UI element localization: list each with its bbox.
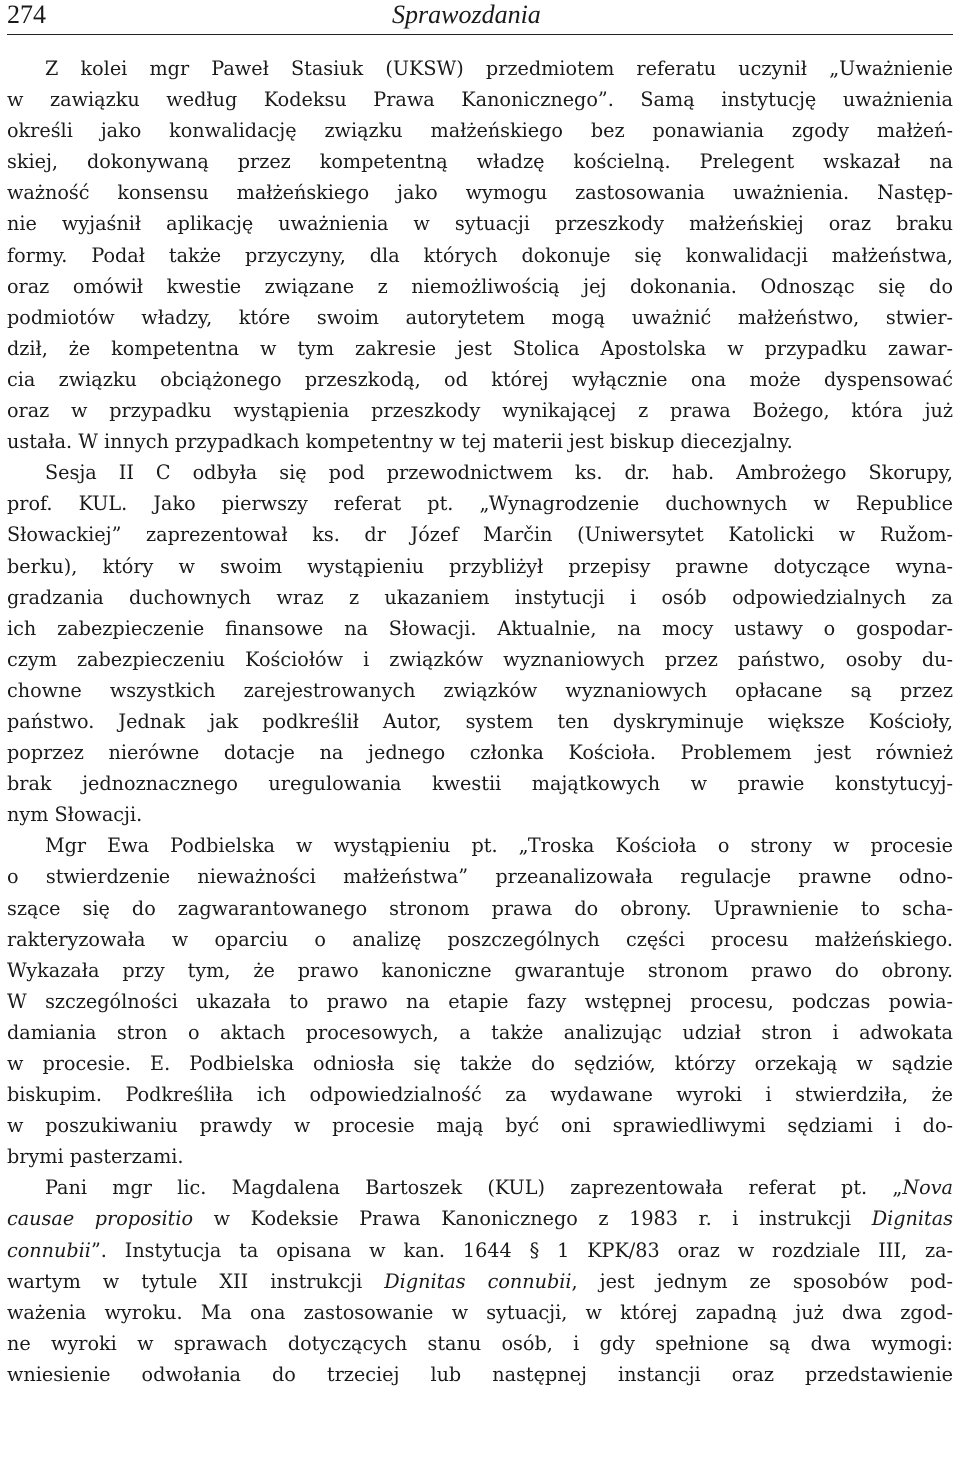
text-line: państwo. Jednak jak podkreślił Autor, system ten dyskryminuje większe Kościoły, (7, 709, 953, 733)
text-line: chowne wszystkich zarejestrowanych związków wyznaniowych opłacane są przez (7, 678, 953, 702)
text-line: nym Słowacji. (7, 803, 143, 827)
text-line: Słowackiej” zaprezentował ks. dr Józef Marčin (Uniwersytet Katolicki w Ružom- (7, 523, 953, 547)
text-line: określi jako konwalidację związku małżeńskiego bez ponawiania zgody małżeń- (7, 119, 953, 143)
text-line: prof. KUL. Jako pierwszy referat pt. „Wynagrodzenie duchownych w Republice (7, 492, 953, 516)
text-line: Wykazała przy tym, że prawo kanoniczne gwarantuje stronom prawo do obrony. (7, 958, 953, 982)
text-line: Mgr Ewa Podbielska w wystąpieniu pt. „Troska Kościoła o strony w procesie (45, 834, 953, 858)
text-line: w zawiązku według Kodeksu Prawa Kanonicznego”. Samą instytucję uważnienia (7, 88, 953, 112)
text-line: formy. Podał także przyczyny, dla których dokonuje się konwalidacji małżeństwa, (7, 243, 953, 267)
text-line: gradzania duchownych wraz z ukazaniem instytucji i osób odpowiedzialnych za (7, 585, 953, 609)
text-line: szące się do zagwarantowanego stronom prawa do obrony. Uprawnienie to scha- (7, 896, 953, 920)
text-line: o stwierdzenie nieważności małżeństwa” przeanalizowała regulacje prawne odno- (7, 865, 953, 889)
page-header (7, 0, 953, 35)
text-line: podmiotów władzy, które swoim autorytetem mogą uważnić małżeństwo, stwier- (7, 305, 953, 329)
paragraph (7, 1172, 953, 1390)
text-line: ich zabezpieczenie finansowe na Słowacji. Aktualnie, na mocy ustawy o gospodar- (7, 616, 953, 640)
text-line: Sesja II C odbyła się pod przewodnictwem ks. dr. hab. Ambrożego Skorupy, (45, 461, 953, 485)
text-line: poprzez nierówne dotacje na jednego członka Kościoła. Problemem jest również (7, 741, 953, 765)
italic-text: Dignitas (871, 1207, 953, 1231)
italic-text: Nova (902, 1176, 953, 1200)
page-number: 274 (7, 0, 46, 29)
text-line: nie wyjaśnił aplikację uważnienia w sytuacji przeszkody małżeńskiej oraz braku (7, 212, 953, 236)
text-line: w poszukiwaniu prawdy w procesie mają być oni sprawiedliwymi sędziami i do- (7, 1114, 953, 1138)
text-line (7, 1172, 953, 1203)
text-line: w procesie. E. Podbielska odniosła się także do sędziów, którzy orzekają w sądzie (7, 1052, 953, 1075)
text-line (7, 1328, 953, 1359)
italic-text: connubii (7, 1238, 91, 1262)
paragraph (7, 53, 953, 457)
text-line (7, 1297, 953, 1328)
paragraph (7, 830, 953, 1172)
text-line: cia związku obciążonego przeszkodą, od której wyłącznie ona może dyspensować (7, 367, 953, 391)
text-segment: Pani mgr lic. Magdalena Bartoszek (KUL) zaprezentowała referat pt. „ (45, 1176, 903, 1200)
text-line: brymi pasterzami. (7, 1145, 184, 1169)
running-head: Sprawozdania (392, 0, 541, 29)
italic-text: causae propositio (7, 1207, 194, 1231)
text-line: ważność konsensu małżeńskiego jako wymogu zastosowania uważnienia. Następ- (7, 181, 953, 205)
text-line: biskupim. Podkreśliła ich odpowiedzialność za wydawane wyroki i stwierdziła, że (7, 1083, 953, 1107)
text-line: damiania stron o aktach procesowych, a także analizując udział stron i adwokata (7, 1020, 953, 1044)
text-line: dził, że kompetentna w tym zakresie jest Stolica Apostolska w przypadku zawar- (7, 336, 953, 360)
text-line (7, 1235, 953, 1266)
text-segment: ważenia wyroku. Ma ona zastosowanie w sytuacji, w której zapadną już dwa zgod- (7, 1300, 953, 1324)
text-line: rakteryzowała w oparciu o analizę poszczególnych części procesu małżeńskiego. (7, 927, 953, 951)
text-segment: ne wyroki w sprawach dotyczących stanu osób, i gdy spełnione są dwa wymogi: (7, 1331, 953, 1355)
text-line (7, 1266, 953, 1297)
text-line: berku), który w swoim wystąpieniu przybliżył przepisy prawne dotyczące wyna- (7, 554, 953, 578)
document-page (7, 0, 953, 1390)
text-segment: , jest jednym ze sposobów pod- (571, 1269, 953, 1293)
body-text (7, 53, 953, 1390)
text-segment: wniesienie odwołania do trzeciej lub następnej instancji oraz przedstawienie (7, 1362, 953, 1386)
text-line: oraz omówił kwestie związane z niemożliwością jej dokonania. Odnosząc się do (7, 274, 953, 298)
text-segment: w Kodeksie Prawa Kanonicznego z 1983 r. i instrukcji (193, 1207, 872, 1231)
italic-text: Dignitas connubii (384, 1269, 572, 1293)
text-line: W szczególności ukazała to prawo na etapie fazy wstępnej procesu, podczas powia- (7, 989, 953, 1013)
paragraph (7, 457, 953, 830)
text-line: brak jednoznacznego uregulowania kwestii majątkowych w prawie konstytucyj- (7, 772, 953, 796)
text-line: Z kolei mgr Paweł Stasiuk (UKSW) przedmiotem referatu uczynił „Uważnienie (45, 57, 953, 80)
text-line: skiej, dokonywaną przez kompetentną władzę kościelną. Prelegent wskazał na (7, 150, 953, 174)
text-segment: wartym w tytule XII instrukcji (7, 1269, 385, 1293)
text-line (7, 1359, 953, 1390)
text-line: ustała. W innych przypadkach kompetentny w tej materii jest biskup diecezjalny. (7, 430, 793, 454)
text-line: oraz w przypadku wystąpienia przeszkody wynikającej z prawa Bożego, która już (7, 399, 953, 423)
text-line: czym zabezpieczeniu Kościołów i związków wyznaniowych przez państwo, osoby du- (7, 647, 953, 671)
text-line (7, 1203, 953, 1234)
text-segment: ”. Instytucja ta opisana w kan. 1644 § 1 KPK/83 oraz w rozdziale III, za- (90, 1238, 953, 1262)
